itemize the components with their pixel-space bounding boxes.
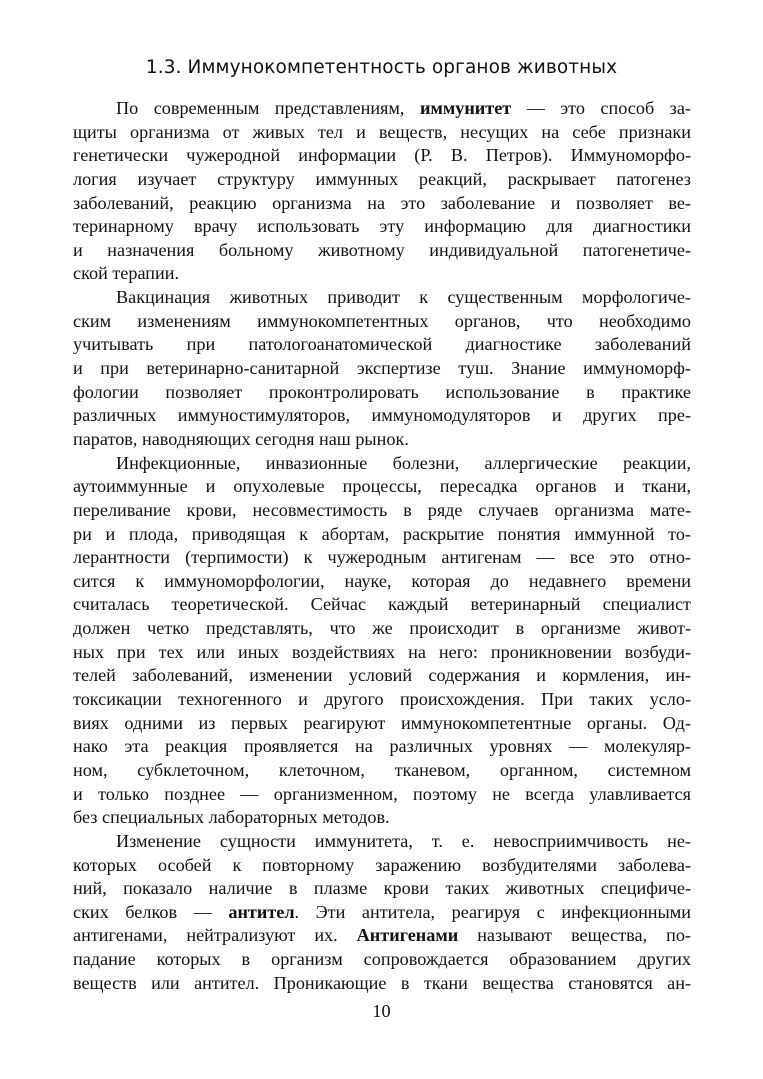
text-line — [73, 97, 691, 121]
text-line — [73, 806, 691, 830]
text-line — [73, 664, 691, 688]
text-run: лерантности (терпимости) к чужеродным антигенам — все это отно- — [73, 547, 691, 568]
text-run: ний, показало наличие в плазме крови таких животных специфиче- — [73, 878, 691, 899]
text-run: переливание крови, несовместимость в ряде случаев организма мате- — [73, 499, 691, 520]
text-run: аутоиммунные и опухолевые процессы, пересадка органов и ткани, — [73, 476, 691, 497]
bold-term: иммунитет — [419, 98, 512, 118]
text-run: должен четко представлять, что же происходит в организме живот- — [73, 618, 691, 639]
text-run: ской терапии. — [73, 263, 180, 284]
section-title: 1.3. Иммунокомпетентность органов животных — [145, 57, 618, 78]
paragraph — [73, 97, 691, 286]
text-run: Изменение сущности иммунитета, т. е. невосприимчивость не- — [116, 830, 691, 851]
text-run: телей заболеваний, изменении условий содержания и кормления, ин- — [73, 665, 691, 686]
text-run: — это способ за- — [511, 98, 691, 118]
text-line — [73, 499, 691, 523]
text-run: По современным представлениям, — [116, 98, 420, 118]
bold-term: антител — [228, 901, 295, 922]
text-run: Вакцинация животных приводит к существенным морфологиче- — [116, 287, 691, 308]
text-run: учитывать при патологоанатомической диагностике заболеваний — [73, 334, 691, 355]
text-run: называют вещества, по- — [458, 925, 691, 946]
bold-term: Антигенами — [356, 925, 459, 946]
text-line — [73, 972, 691, 996]
paragraph — [73, 286, 691, 451]
text-line — [73, 924, 691, 948]
text-run: теринарному врачу использовать эту информацию для диагностики — [73, 216, 691, 237]
text-run: паратов, наводняющих сегодня наш рынок. — [73, 428, 409, 449]
text-line — [73, 310, 691, 334]
text-line — [73, 452, 691, 476]
text-run: и назначения больному животному индивидуальной патогенетиче- — [73, 239, 691, 260]
text-line — [73, 404, 691, 428]
text-line — [73, 712, 691, 736]
text-line — [73, 759, 691, 783]
text-line — [73, 948, 691, 972]
text-line — [73, 617, 691, 641]
text-line — [73, 333, 691, 357]
text-line — [73, 215, 691, 239]
text-line — [73, 546, 691, 570]
body-text — [73, 97, 691, 995]
paragraph — [73, 452, 691, 830]
text-line — [73, 783, 691, 807]
text-run: заболеваний, реакцию организма на это заболевание и позволяет ве- — [73, 192, 691, 213]
text-run: сится к иммуноморфологии, науке, которая до недавнего времени — [73, 570, 691, 591]
text-run: Инфекционные, инвазионные болезни, аллергические реакции, — [116, 452, 691, 473]
text-line — [73, 168, 691, 192]
text-run: логия изучает структуру иммунных реакций, раскрывает патогенез — [73, 168, 691, 189]
text-run: ном, субклеточном, клеточном, тканевом, органном, системном — [73, 759, 691, 780]
text-line — [73, 192, 691, 216]
text-run: различных иммуностимуляторов, иммуномодуляторов и других пре- — [73, 405, 691, 426]
text-run: антигенами, нейтрализуют их. — [73, 925, 357, 946]
text-run: нако эта реакция проявляется на различных уровнях — молекуляр- — [73, 736, 691, 757]
text-run: . Эти антитела, реагируя с инфекционными — [294, 901, 691, 922]
text-line — [73, 239, 691, 263]
text-run: считалась теоретической. Сейчас каждый ветеринарный специалист — [73, 594, 691, 615]
text-line — [73, 523, 691, 547]
paragraph — [73, 830, 691, 995]
text-run: ных при тех или иных воздействиях на него: проникновении возбуди- — [73, 641, 691, 662]
text-line — [73, 641, 691, 665]
text-line — [73, 286, 691, 310]
text-run: веществ или антител. Проникающие в ткани вещества становятся ан- — [73, 972, 691, 993]
text-run: ским изменениям иммунокомпетентных органов, что необходимо — [73, 310, 691, 331]
text-run: и при ветеринарно-санитарной экспертизе туш. Знание иммуноморф- — [73, 358, 691, 379]
text-run: генетически чужеродной информации (Р. В. Петров). Иммуноморфо- — [73, 145, 691, 166]
text-line — [73, 357, 691, 381]
text-run: ри и плода, приводящая к абортам, раскрытие понятия иммунной то- — [73, 523, 691, 544]
page-number: 10 — [372, 1001, 391, 1021]
text-line — [73, 901, 691, 925]
text-line — [73, 854, 691, 878]
text-run: падание которых в организм сопровождается образованием других — [73, 949, 691, 970]
text-line — [73, 830, 691, 854]
text-line — [73, 144, 691, 168]
text-run: фологии позволяет проконтролировать использование в практике — [73, 381, 691, 402]
text-line — [73, 121, 691, 145]
text-line — [73, 877, 691, 901]
text-line — [73, 688, 691, 712]
text-line — [73, 381, 691, 405]
text-run: без специальных лабораторных методов. — [73, 807, 390, 828]
text-run: и только позднее — организменном, поэтому не всегда улавливается — [73, 783, 691, 804]
text-line — [73, 735, 691, 759]
text-line — [73, 428, 691, 452]
text-run: токсикации техногенного и другого происхождения. При таких усло- — [73, 689, 691, 710]
text-line — [73, 570, 691, 594]
text-run: ских белков — — [73, 901, 229, 922]
text-run: которых особей к повторному заражению возбудителями заболева- — [73, 854, 691, 875]
text-line — [73, 475, 691, 499]
text-line — [73, 593, 691, 617]
text-line — [73, 262, 691, 286]
text-run: виях одними из первых реагируют иммунокомпетентные органы. Од- — [73, 712, 691, 733]
text-run: щиты организма от живых тел и веществ, несущих на себе признаки — [73, 121, 691, 142]
